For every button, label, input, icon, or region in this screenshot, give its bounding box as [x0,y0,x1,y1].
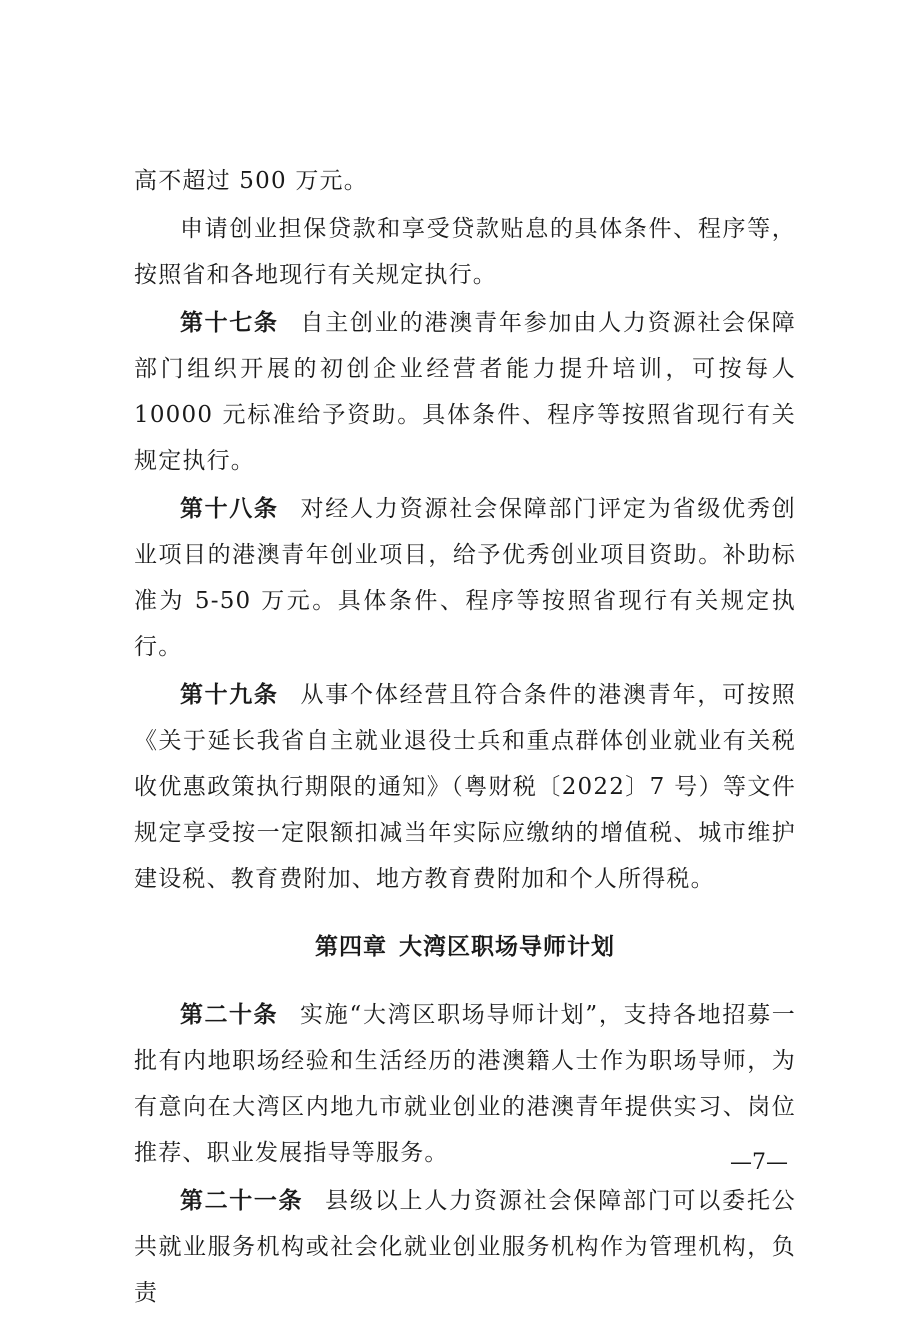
chapter-heading [134,924,796,970]
paragraph-loan-conditions: 申请创业担保贷款和享受贷款贴息的具体条件、程序等，按照省和各地现行有关规定执行。 [134,216,796,288]
article-18-label: 第十八条 [180,496,279,522]
article-20-text: 实施“大湾区职场导师计划”，支持各地招募一批有内地职场经验和生活经历的港澳籍人士作为职场导师，为有意向在大湾区内地九市就业创业的港澳青年提供实习、岗位推荐、职业发展指导等服务。 [134,1002,796,1166]
article-17-text: 自主创业的港澳青年参加由人力资源社会保障部门组织开展的初创企业经营者能力提升培训，可按每人 10000 元标准给予资助。具体条件、程序等按照省现行有关规定执行。 [134,310,797,474]
article-19-text: 从事个体经营且符合条件的港澳青年，可按照《关于延长我省自主就业退役士兵和重点群体创业就业有关税收优惠政策执行期限的通知》（粤财税〔2022〕7 号）等文件规定享受按一定限额扣减当年实际应缴纳的增值税、城市维护建设税、教育费附加、地方教育费附加和个人所得税。 [134,682,797,892]
article-21-text: 县级以上人力资源社会保障部门可以委托公共就业服务机构或社会化就业创业服务机构作为管理机构，负责 [134,1188,796,1306]
article-18-text: 对经人力资源社会保障部门评定为省级优秀创业项目的港澳青年创业项目，给予优秀创业项目资助。补助标准为 5-50 万元。具体条件、程序等按照省现行有关规定执行。 [134,496,797,660]
article-21 [134,1178,796,1316]
chapter-title: 大湾区职场导师计划 [399,934,615,960]
article-18 [134,486,796,670]
article-17 [134,300,796,484]
page-number: —7— [730,1150,788,1175]
article-19-label: 第十九条 [180,682,279,708]
article-21-label: 第二十一条 [180,1188,304,1214]
paragraph-continuation: 高不超过 500 万元。 [134,168,368,194]
article-20 [134,992,796,1176]
article-17-label: 第十七条 [180,310,279,336]
article-20-label: 第二十条 [180,1002,279,1028]
document-body [134,158,796,1318]
article-19 [134,672,796,902]
chapter-number: 第四章 [315,934,387,960]
